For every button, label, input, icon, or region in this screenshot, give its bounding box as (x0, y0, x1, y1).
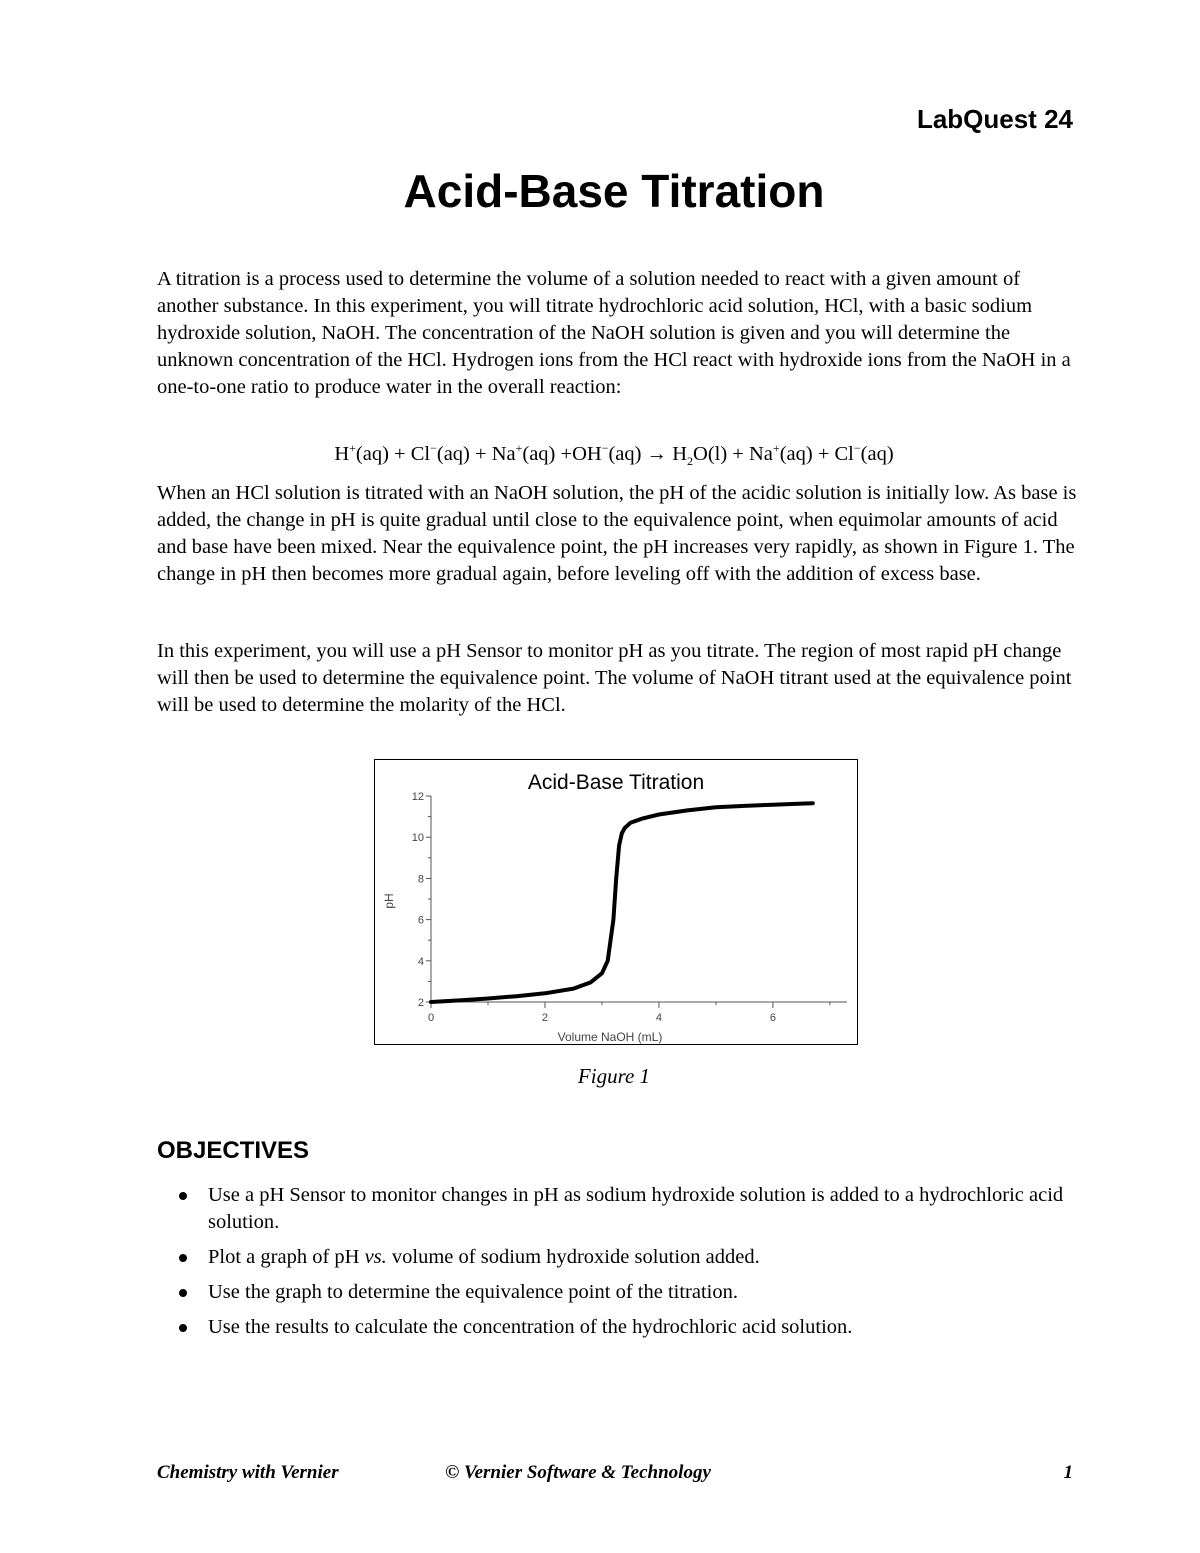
chart-x-axis-label: Volume NaOH (mL) (557, 1030, 663, 1044)
intro-paragraph-3: In this experiment, you will use a pH Sensor to monitor pH as you titrate. The region of most rapid pH change will then be used to determine the equivalence point. The volume of NaOH titrant used at the equivalence point will be used to determine the molarity of the HCl. (157, 640, 1072, 716)
chart-y-tick-label: 4 (417, 955, 424, 968)
chart-y-axis-label: pH (382, 893, 396, 909)
chart-y-tick-label: 8 (417, 873, 424, 886)
intro-paragraph-1: A titration is a process used to determine the volume of a solution needed to react with a given amount of another substance. In this experiment, you will titrate hydrochloric acid solution, HCl, with a basic sodium hydroxide solution, NaOH. The concentration of the NaOH solution is given and you will determine the unknown concentration of the HCl. Hydrogen ions from the HCl react with hydroxide ions from the NaOH in a one-to-one ratio to produce water in the overall reaction: (157, 268, 1071, 398)
chart-y-tick-label: 10 (411, 832, 424, 845)
objective-item (157, 1314, 1082, 1341)
bullet-icon (179, 1289, 187, 1297)
page-title: Acid-Base Titration (403, 165, 825, 217)
objective-text: Plot a graph of pH vs. volume of sodium hydroxide solution added. (208, 1246, 760, 1268)
chart-x-tick-label: 2 (541, 1012, 549, 1024)
chart-y-tick-label: 12 (411, 791, 424, 803)
footer-book-title: Chemistry with Vernier (157, 1462, 339, 1483)
chart-x-tick-label: 4 (655, 1012, 663, 1024)
chart-y-tick-label: 6 (417, 914, 424, 927)
bullet-icon (179, 1254, 187, 1262)
chart-y-tick-label: 2 (417, 997, 424, 1009)
objectives-list (157, 1182, 1082, 1349)
chart-x-tick-label: 6 (769, 1012, 776, 1024)
bullet-icon (179, 1324, 187, 1332)
chart-x-tick-label: 0 (427, 1012, 435, 1024)
lab-number-header: LabQuest 24 (916, 104, 1073, 134)
objective-item (157, 1279, 1082, 1306)
reaction-equation: $H^+(aq) + Cl^-(aq) + Na^+(aq) +OH^-(aq) \to H_2O(l) + Na^+(aq) + Cl^-(aq)$ (334, 441, 894, 468)
chart-title: Acid-Base Titration (527, 771, 705, 794)
chart-series-line (431, 803, 813, 1002)
intro-paragraph-2: When an HCl solution is titrated with an NaOH solution, the pH of the acidic solution is initially low. As base is added, the change in pH is quite gradual until close to the equivalence point, when equimolar amounts of acid and base have been mixed. Near the equivalence point, the pH increases very rapidly, as shown in Figure 1. The change in pH then becomes more gradual again, before leveling off with the addition of excess base. (157, 482, 1077, 585)
titration-figure (374, 759, 858, 1045)
objective-text: Use a pH Sensor to monitor changes in pH as sodium hydroxide solution is added to a hydrochloric acid solution. (208, 1184, 1064, 1233)
bullet-icon (179, 1192, 187, 1200)
footer-page-number: 1 (1063, 1462, 1073, 1483)
titration-chart (375, 760, 857, 1044)
objective-item (157, 1182, 1082, 1236)
objective-item (157, 1244, 1082, 1271)
objective-text: Use the graph to determine the equivalence point of the titration. (208, 1281, 738, 1303)
figure-caption: Figure 1 (577, 1064, 651, 1088)
footer-copyright: © Vernier Software & Technology (445, 1462, 711, 1483)
objectives-heading: OBJECTIVES (157, 1137, 310, 1164)
objective-text: Use the results to calculate the concentration of the hydrochloric acid solution. (208, 1316, 853, 1338)
